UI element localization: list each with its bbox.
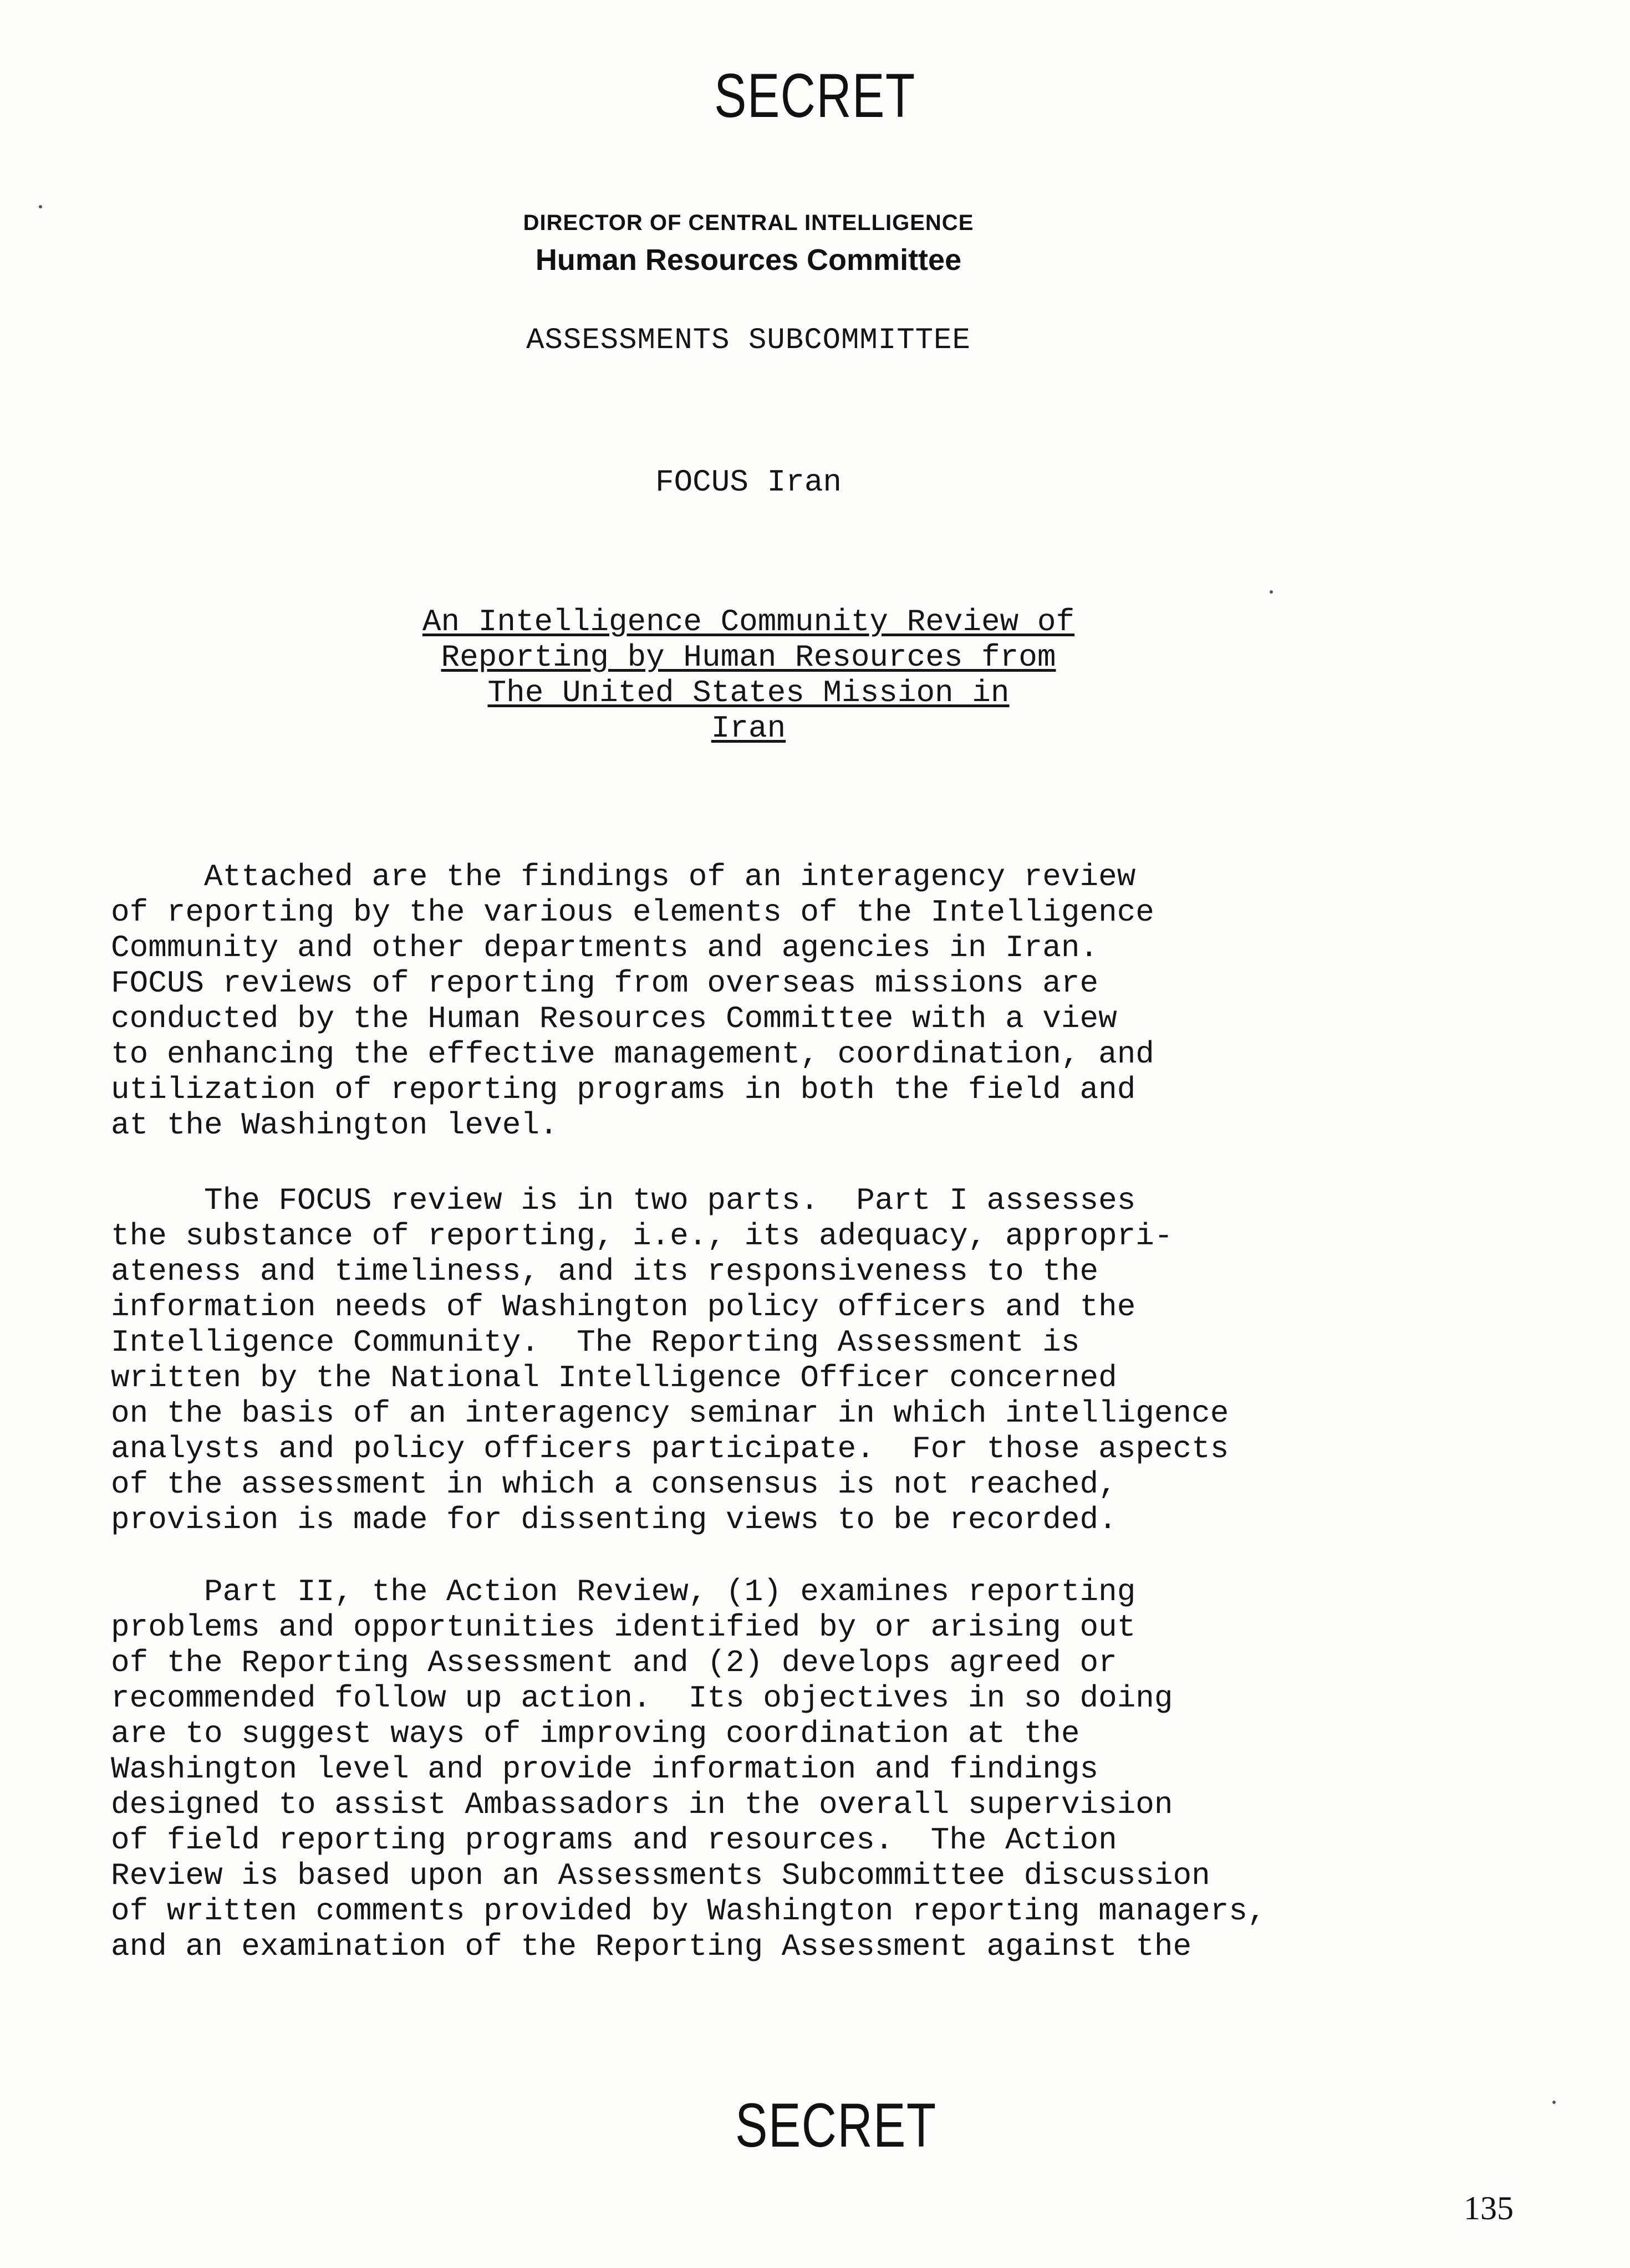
- focus-title: FOCUS Iran: [655, 464, 842, 500]
- page-number: 135: [1464, 2190, 1514, 2226]
- review-title-line-2: Reporting by Human Resources from: [441, 640, 1056, 675]
- scan-speck: [1270, 590, 1273, 594]
- review-title-line-4: Iran: [711, 711, 786, 746]
- body-paragraph-1: Attached are the findings of an interagency review of reporting by the various elements of the Intelligence Community and other departments and agencies in Iran. FOCUS reviews of reporting from overseas missions are conducted by the Human Resources Committee with a view to enhancing the effective management, coordination, and utilization of reporting programs in both the field and at the Washington level.: [111, 859, 1154, 1143]
- classification-top: SECRET: [714, 61, 916, 130]
- review-title: [0, 604, 1497, 746]
- classification-bottom: SECRET: [735, 2091, 937, 2160]
- subcommittee-heading: ASSESSMENTS SUBCOMMITTEE: [526, 324, 971, 357]
- body-paragraph-2: The FOCUS review is in two parts. Part I assesses the substance of reporting, i.e., its adequacy, appropri- ateness and timeliness, and its responsiveness to the information needs of Washington policy officers and the Intelligence Community. The Reporting Assessment is written by the National Intelligence Officer concerned on the basis of an interagency seminar in which intelligence analysts and policy officers participate. For those aspects of the assessment in which a consensus is not reached, provision is made for dissenting views to be recorded.: [111, 1183, 1229, 1537]
- scan-speck: [39, 205, 42, 208]
- review-title-line-1: An Intelligence Community Review of: [422, 604, 1075, 640]
- director-heading: DIRECTOR OF CENTRAL INTELLIGENCE: [523, 211, 974, 235]
- committee-heading: Human Resources Committee: [535, 243, 962, 277]
- body-paragraph-3: Part II, the Action Review, (1) examines reporting problems and opportunities identified by or arising out of the Reporting Assessment and (2) develops agreed or recommended follow up action. Its objectives in so doing are to suggest ways of improving coordination at the Washington level and provide information and findings designed to assist Ambassadors in the overall supervision of field reporting programs and resources. The Action Review is based upon an Assessments Subcommittee discussion of written comments provided by Washington reporting managers, and an examination of the Reporting Assessment against the: [111, 1574, 1266, 1964]
- review-title-line-3: The United States Mission in: [487, 675, 1010, 711]
- scan-speck: [1552, 2101, 1556, 2104]
